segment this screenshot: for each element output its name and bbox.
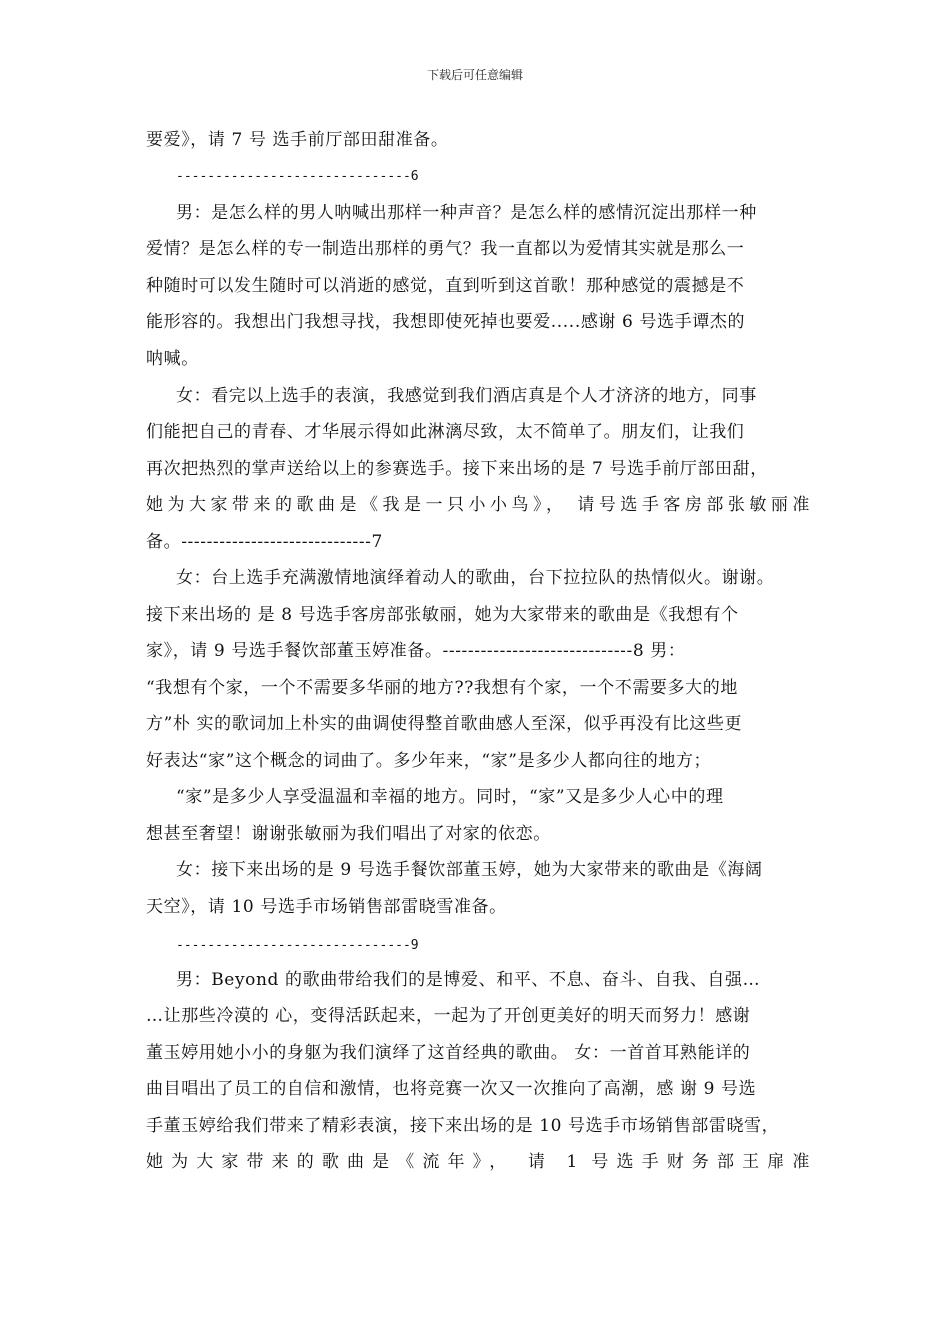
text-line: 想甚至奢望！谢谢张敏丽为我们唱出了对家的依恋。 [146, 824, 551, 844]
text-line: 董玉婷用她小小的身躯为我们演绎了这首经典的歌曲。 女：一首首耳熟能详的 [146, 1043, 751, 1063]
text-line: 们能把自己的青春、才华展示得如此淋漓尽致，太不简单了。朋友们，让我们 [146, 422, 745, 442]
text-line: 她为大家带来的歌曲是《我是一只小小鸟》， 请号选手客房部张敏丽准 [146, 495, 810, 515]
text-line: 要爱》，请 7 号 选手前厅部田甜准备。 [146, 130, 449, 150]
text-line: 能形容的。我想出门我想寻找，我想即使死掉也要爱.....感谢 6 号选手谭杰的 [146, 312, 746, 332]
text-line: 手董玉婷给我们带来了精彩表演，接下来出场的是 10 号选手市场销售部雷晓雪， [146, 1116, 780, 1136]
text-line: 她为大家带来的歌曲是《流年》， 请 1 号选手财务部王扉准 [146, 1152, 810, 1172]
text-line: 天空》，请 10 号选手市场销售部雷晓雪准备。 [146, 897, 507, 917]
text-line: 备。------------------------------7 [146, 532, 383, 552]
text-line: “家”是多少人享受温温和幸福的地方。同时，“家”又是多少人心中的理 [176, 787, 724, 807]
text-line: 女：看完以上选手的表演，我感觉到我们酒店真是个人才济济的地方，同事 [176, 386, 757, 406]
text-line: 家》，请 9 号选手餐饮部董玉婷准备。------------------------------8 男： [146, 641, 686, 661]
text-line: 好表达“家”这个概念的词曲了。多少年来，“家”是多少人都向往的地方； [146, 751, 712, 771]
text-line: “我想有个家，一个不需要多华丽的地方??我想有个家，一个不需要多大的地 [146, 678, 738, 698]
page-header: 下载后可任意编辑 [426, 68, 523, 82]
text-line: 男：Beyond 的歌曲带给我们的是博爱、和平、不息、奋斗、自我、自强… [176, 970, 761, 990]
text-line: 男：是怎么样的男人呐喊出那样一种声音？是怎么样的感情沉淀出那样一种 [176, 203, 757, 223]
text-line: 女：接下来出场的是 9 号选手餐饮部董玉婷，她为大家带来的歌曲是《海阔 [176, 860, 763, 880]
separator-line: ------------------------------9 [176, 938, 419, 953]
text-line: 曲目唱出了员工的自信和激情，也将竞赛一次又一次推向了高潮，感 谢 9 号选 [146, 1079, 757, 1099]
text-line: 方”朴 实的歌词加上朴实的曲调使得整首歌曲感人至深，似乎再没有比这些更 [146, 714, 743, 734]
text-line: 再次把热烈的掌声送给以上的参赛选手。接下来出场的是 7 号选手前厅部田甜， [146, 459, 768, 479]
text-line: 呐喊。 [146, 349, 199, 369]
text-line: 女：台上选手充满激情地演绎着动人的歌曲，台下拉拉队的热情似火。谢谢。 [176, 568, 775, 588]
text-line: …让那些冷漠的 心，变得活跃起来，一起为了开创更美好的明天而努力！感谢 [146, 1006, 751, 1026]
separator-line: ------------------------------6 [176, 169, 419, 184]
text-line: 种随时可以发生随时可以消逝的感觉，直到听到这首歌！那种感觉的震撼是不 [146, 276, 745, 296]
text-line: 爱情？是怎么样的专一制造出那样的勇气？我一直都以为爱情其实就是那么一 [146, 239, 745, 259]
text-line: 接下来出场的 是 8 号选手客房部张敏丽，她为大家带来的歌曲是《我想有个 [146, 605, 739, 625]
